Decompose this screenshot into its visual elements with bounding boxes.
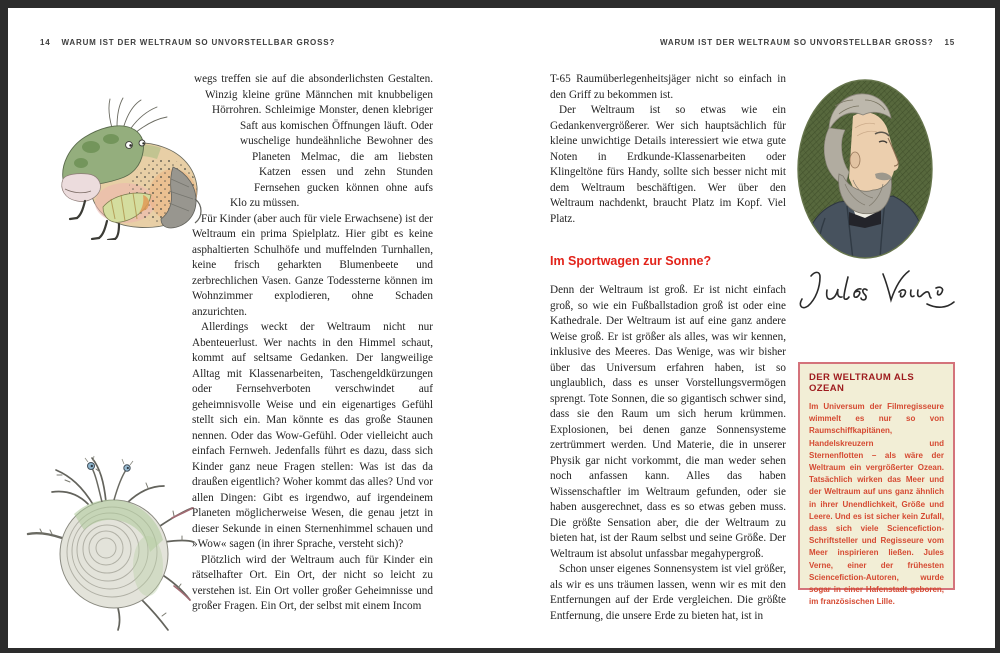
text-wrap-spacer: [192, 150, 252, 166]
text-wrap-spacer: [192, 134, 240, 150]
body-paragraph: [192, 553, 433, 615]
body-paragraph: [550, 103, 786, 227]
spider-body-green-side: [133, 536, 163, 596]
body-paragraph: [192, 212, 433, 321]
monster-snout: [62, 174, 101, 202]
body-paragraph: [550, 72, 786, 103]
body-paragraph: [192, 320, 433, 553]
alien-monster-illustration: [55, 95, 205, 240]
page-number-left: 14: [40, 38, 51, 47]
book-spread: [8, 8, 995, 648]
paragraph-text: Für Kinder (aber auch für viele Erwachsene) ist der Weltraum ein prima Spielplatz. Hier gibt es keine asphaltierten Schulhöfe und muffelnden Turnhallen, keine frisch geharkten Blumenbeete und zerbrechlichen Vasen. Ganze Todessterne können im Wohnzimmer explodieren, ohne Schaden anzurichten.: [192, 212, 433, 318]
right-text-column: [550, 72, 786, 624]
body-paragraph: [550, 562, 786, 624]
spider-eye-stalks: [85, 456, 133, 502]
text-wrap-spacer: [192, 88, 205, 104]
body-paragraph: [192, 72, 433, 212]
sidebar-box-weltraum-als-ozean: [798, 362, 955, 607]
running-title-left: WARUM IST DER WELTRAUM SO UNVORSTELLBAR GROSS?: [61, 38, 336, 47]
sidebar-body: Im Universum der Filmregisseure wimmelt es nur so von Raumschiffkapitänen, Handelskreuzern und Sternenflotten – als wäre der Weltraum ein vergrößerter Ozean. Tatsächlich wirken das Meer und der Weltraum auf uns ganz ähnlich in ihrer Unendlichkeit, Größe und Leere. Und es ist sicher kein Zufall, dass sich viele Sciencefiction-Schriftsteller und Regisseure vom Meer inspirieren ließen. Jules Verne, einer der frühesten Sciencefiction-Autoren, wurde sogar in einer Hafenstadt geboren, im französischen Lille.: [809, 402, 944, 607]
paragraph-text: Der Weltraum ist so etwas wie ein Gedankenvergrößerer. Wer sich hauptsächlich für kleine unwichtige Details interessiert wie etwa gute Noten in Erdkunde-Klassenarbeiten oder Klingeltöne fürs Handy, sollte sich besser nicht mit dem Weltraum beschäftigen. Wer über den Weltraum nachdenkt, braucht Platz im Kopf. Viel Platz.: [550, 104, 786, 225]
text-wrap-spacer: [192, 119, 207, 135]
page-number-right: 15: [944, 38, 955, 47]
paragraph-text: Allerdings weckt der Weltraum nicht nur Abenteuerlust. Wer nachts in den Himmel schaut, kommt auf seltsame Gedanken. Der langweilige Alltag mit Klassenarbeiten, Taschengeldkürzungen oder Fernsehverboten verschwindet auf geheimnisvolle Weise und ein eigenartiges Gefühl stellt sich ein. Man könnte es das große Staunen nennen. Oder das Wow-Gefühl. Oder vielleicht auch einfach Fernweh. Jedenfalls führt es dazu, dass sich Kinder ganz neue Fragen stellen: Was ist das da draußen eigentlich? Woher kommt das alles? Und vor allen Dingen: Gibt es irgendwo, auf irgendeinem Planeten möglicherweise Wesen, die genau jetzt in dieser Sekunde in einen Sternenhimmel schauen und »Wow« sagen (in ihrer Sprache, versteht sich)?: [192, 321, 433, 550]
spider-creature-illustration: [22, 442, 197, 632]
spider-leg-left: [28, 533, 62, 538]
running-head-left: [40, 38, 335, 47]
text-wrap-spacer: [192, 196, 230, 212]
signature-scrawl: [797, 262, 959, 314]
text-wrap-spacer: [192, 181, 254, 197]
paragraph-text: Denn der Weltraum ist groß. Er ist nicht einfach groß, so wie ein Fußballstadion groß ist oder eine Kathedrale. Der Weltraum ist auf eine ganz andere Weise groß. Er ist größer als alles, was wir kennen, inklusive des Meeres. Das Wenige, was wir bisher über das Universum erfahren haben, ist so unglaublich, dass es unser Vorstellungsvermögen sprengt. Tote Sonnen, die so gigantisch schwer sind, dass sie den Raum um sich herum krümmen. Explosionen, bei denen ganze Sonnensysteme zertrümmert werden. Und Materie, die in unserer Physik gar nicht vorkommt, die man weder sehen noch anfassen kann. Alles das haben Wissenschaftler im Weltraum gefunden, oder sie haben ausgerechnet, dass es so etwas geben muss. Die größte Sensation aber, die der Weltraum zu bieten hat, ist der Raum selbst und seine Größe. Der Weltraum ist absolut unfassbar megahypergroß.: [550, 284, 786, 560]
jules-verne-portrait-illustration: [795, 78, 935, 260]
sidebar-title: DER WELTRAUM ALS OZEAN: [809, 372, 915, 394]
paragraph-text: T-65 Raumüberlegenheitsjäger nicht so einfach in den Griff zu bekommen ist.: [550, 73, 786, 101]
text-wrap-spacer: [192, 165, 259, 181]
body-paragraph: [550, 283, 786, 562]
spider-leg-red-tip: [172, 508, 193, 518]
paragraph-text: Schon unser eigenes Sonnensystem ist viel größer, als wir es uns träumen lassen, wenn wir es mit den Entfernungen auf der Erde vergleichen. Die größte Entfernung, die unsere Erde zu bieten hat, ist in: [550, 563, 786, 622]
running-head-right: [660, 38, 955, 47]
jules-verne-signature: [797, 262, 959, 314]
paragraph-text: wegs treffen sie auf die absonderlichsten Gestalten. Winzig kleine grüne Männchen mit knubbeligen Hörrohren. Schleimige Monster, denen klebriger Saft aus komischen Öffnungen läuft. Oder wuschelige hundeähnliche Bewohner des Planeten Melmac, die am liebsten Katzen essen und zehn Stunden Fernsehen gucken können ohne aufs Klo zu müssen.: [194, 73, 433, 209]
paragraph-text: Plötzlich wird der Weltraum auch für Kinder ein rätselhafter Ort. Ein Ort, der nicht so leicht zu verstehen ist. Ein Ort voller großer Geheimnisse und großer Fragen. Ein Ort, der selbst mit einem Incom: [192, 553, 433, 612]
section-heading: Im Sportwagen zur Sonne?: [550, 254, 712, 268]
portrait-ear: [850, 152, 860, 168]
spider-leg-red-tip-2: [174, 586, 190, 600]
running-title-right: WARUM IST DER WELTRAUM SO UNVORSTELLBAR GROSS?: [659, 38, 934, 47]
text-wrap-spacer: [192, 103, 212, 119]
left-text-column: [192, 72, 433, 615]
